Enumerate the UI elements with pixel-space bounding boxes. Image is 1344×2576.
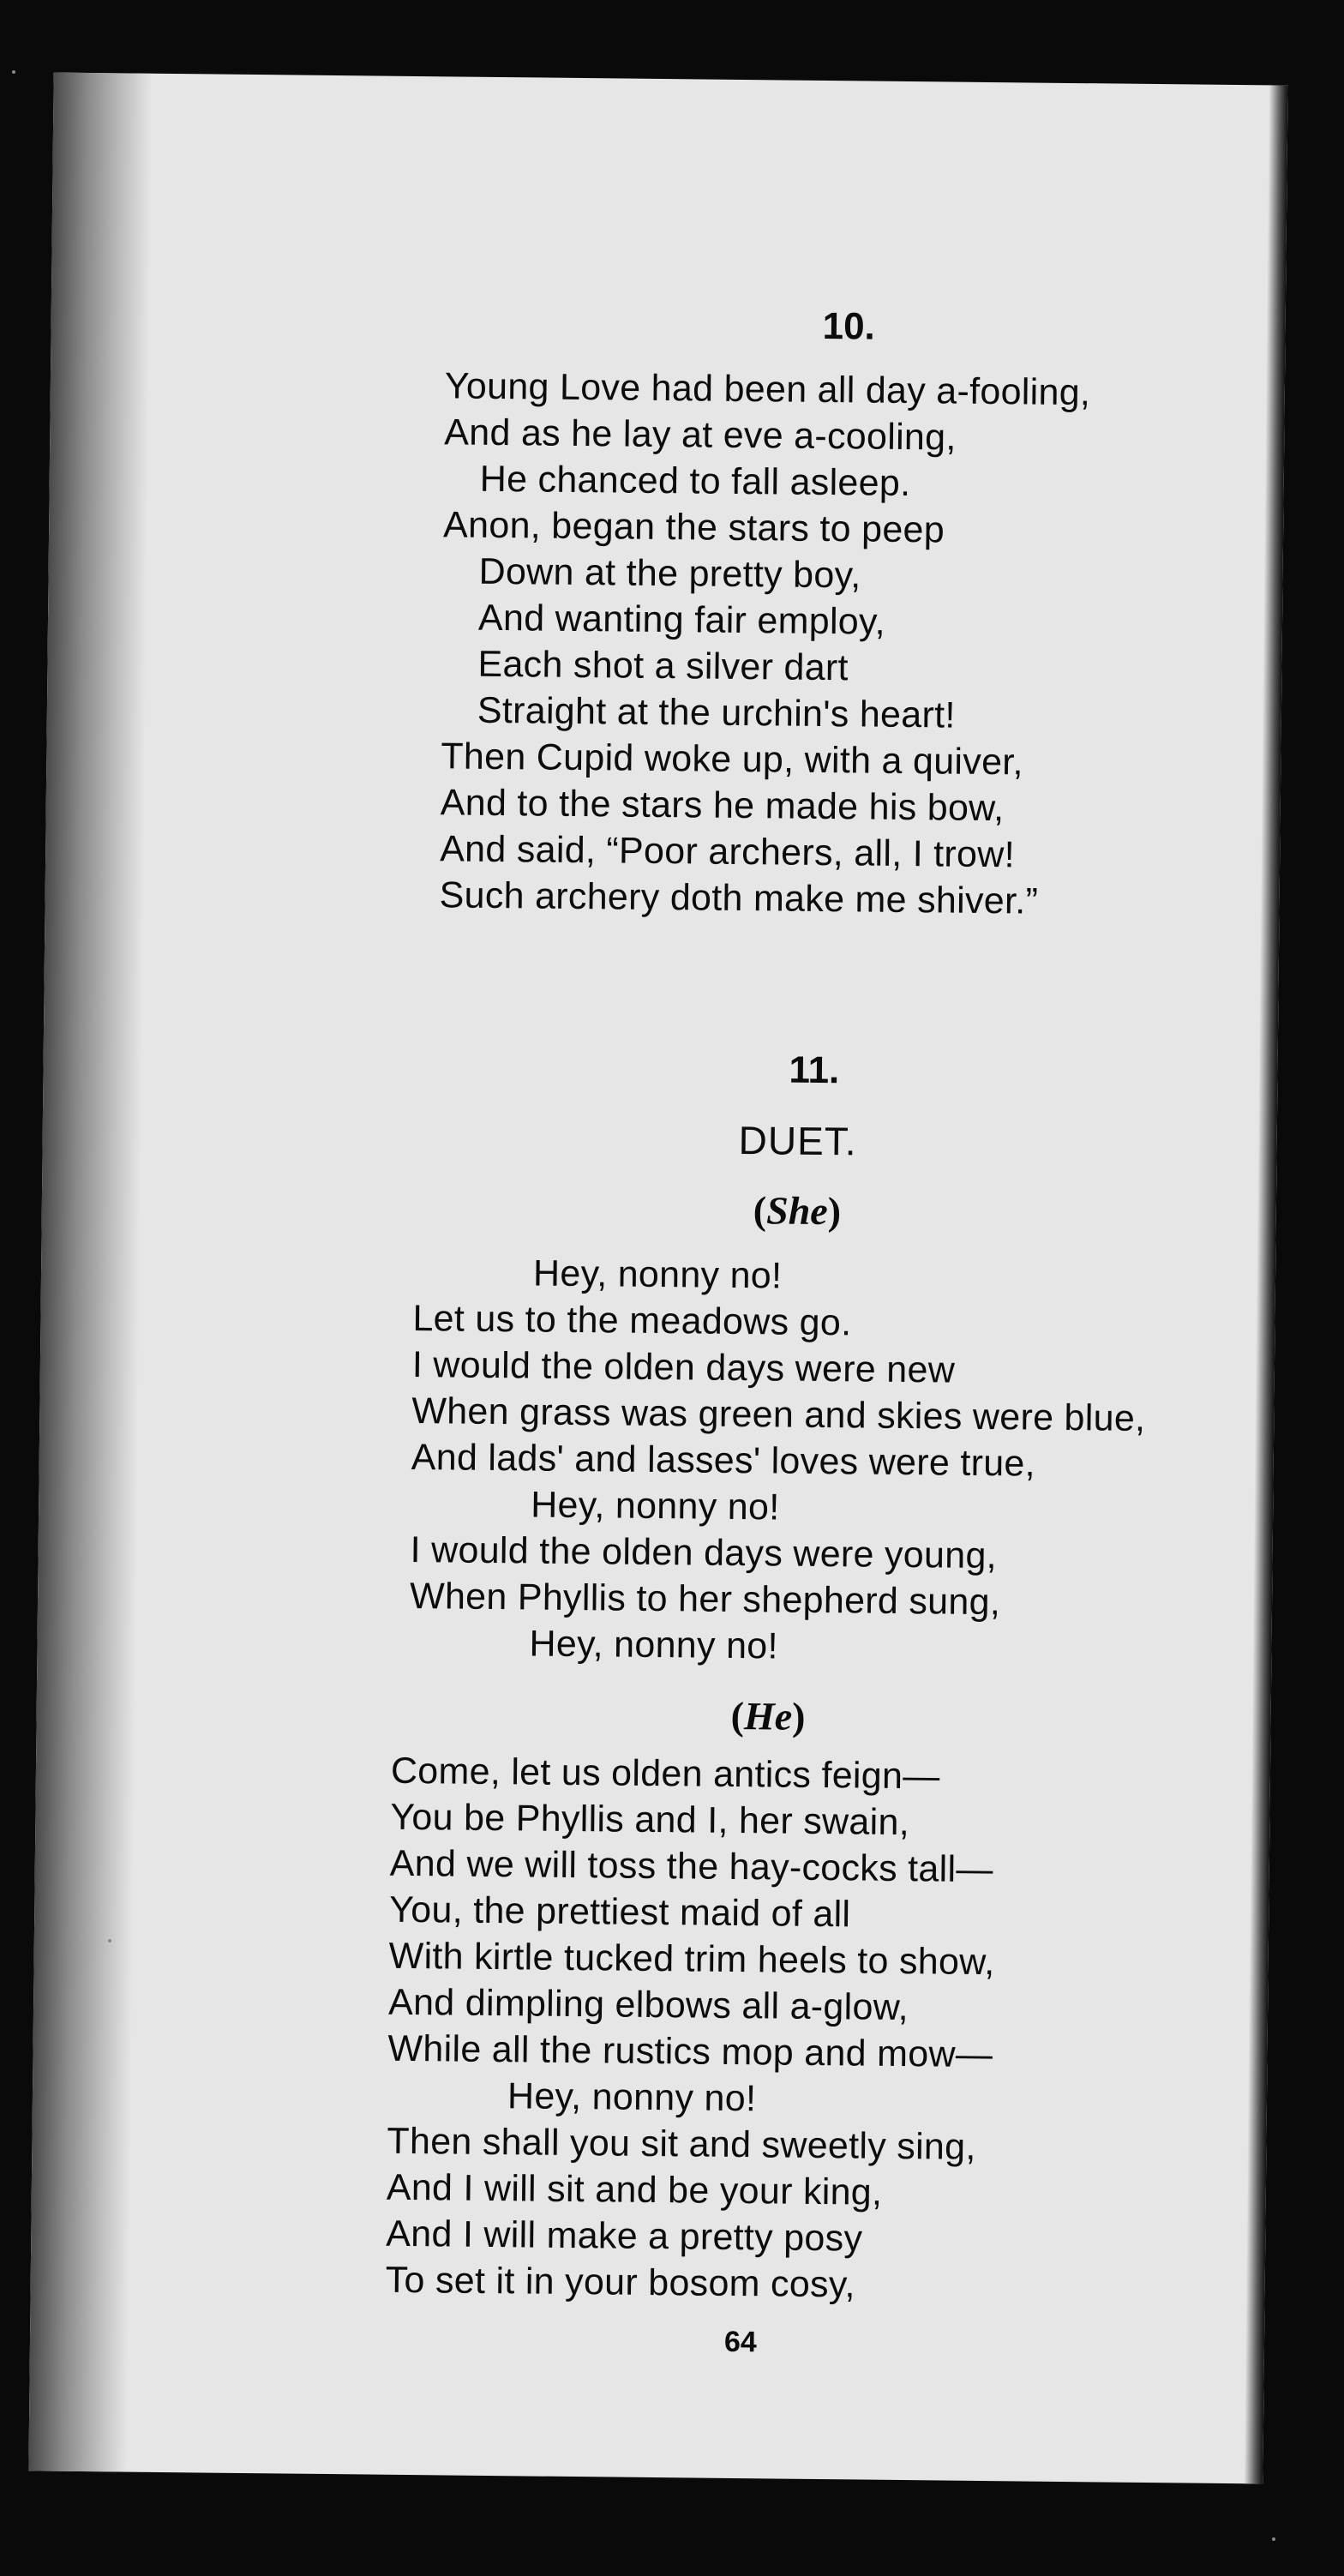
- song-number-11: 11.: [789, 1048, 840, 1092]
- verse-line: And to the stars he made his bow,: [440, 782, 1005, 830]
- scan-speck: [12, 70, 15, 74]
- verse-line: Come, let us olden antics feign—: [390, 1750, 940, 1798]
- verse-line: Such archery doth make me shiver.”: [439, 874, 1039, 922]
- page-edge-shadow: [1244, 85, 1287, 2483]
- song-title: DUET.: [738, 1117, 857, 1164]
- verse-line: Then Cupid woke up, with a quiver,: [441, 736, 1024, 784]
- speaker-he: (He): [730, 1693, 806, 1738]
- verse-line: Straight at the urchin's heart!: [477, 689, 956, 736]
- binding-shadow: [28, 73, 152, 2472]
- verse-line: And lads' and lasses' loves were true,: [411, 1436, 1036, 1485]
- verse-line: When Phyllis to her shepherd sung,: [409, 1575, 1001, 1624]
- verse-line: Anon, began the stars to peep: [442, 504, 945, 551]
- verse-line: He chanced to fall asleep.: [479, 458, 911, 505]
- speaker-he-label: He: [743, 1694, 793, 1738]
- verse-line: Hey, nonny no!: [530, 1484, 780, 1528]
- verse-line: To set it in your bosom cosy,: [385, 2259, 855, 2306]
- verse-line: And as he lay at eve a-cooling,: [444, 411, 957, 459]
- verse-line: Hey, nonny no!: [507, 2075, 757, 2120]
- speaker-she: (She): [753, 1188, 842, 1234]
- verse-line: Hey, nonny no!: [532, 1252, 783, 1297]
- scan-speck: [108, 1939, 111, 1943]
- verse-line: Each shot a silver dart: [477, 643, 849, 689]
- verse-line: And we will toss the hay-cocks tall—: [389, 1842, 993, 1891]
- verse-line: You be Phyllis and I, her swain,: [390, 1796, 910, 1844]
- verse-line: And I will sit and be your king,: [386, 2166, 883, 2213]
- verse-line: And said, “Poor archers, all, I trow!: [439, 828, 1016, 876]
- verse-line: When grass was green and skies were blue,: [411, 1390, 1146, 1439]
- verse-line: You, the prettiest maid of all: [389, 1888, 851, 1936]
- verse-line: I would the olden days were new: [411, 1344, 956, 1391]
- song-11-he-verse: [385, 1748, 997, 2309]
- verse-line: Let us to the meadows go.: [412, 1298, 852, 1344]
- verse-line: I would the olden days were young,: [410, 1528, 998, 1577]
- verse-line: Young Love had been all day a-fooling,: [444, 365, 1091, 414]
- verse-line: Hey, nonny no!: [529, 1623, 779, 1667]
- verse-line: Down at the pretty boy,: [478, 550, 861, 597]
- verse-line: While all the rustics mop and mow—: [387, 2027, 993, 2076]
- song-11-she-verse: [409, 1249, 1147, 1673]
- verse-line: Then shall you sit and sweetly sing,: [387, 2120, 976, 2168]
- verse-line: And I will make a pretty posy: [386, 2213, 863, 2260]
- speaker-she-label: She: [765, 1188, 829, 1234]
- scan-speck: [1272, 2537, 1275, 2541]
- verse-line: And dimpling elbows all a-glow,: [387, 1981, 909, 2029]
- verse-line: And wanting fair employ,: [477, 597, 886, 643]
- song-number-10: 10.: [822, 304, 876, 348]
- book-page: [28, 73, 1287, 2484]
- verse-line: With kirtle tucked trim heels to show,: [388, 1935, 995, 1984]
- page-number: 64: [723, 2325, 758, 2359]
- song-10-verse: [439, 363, 1090, 925]
